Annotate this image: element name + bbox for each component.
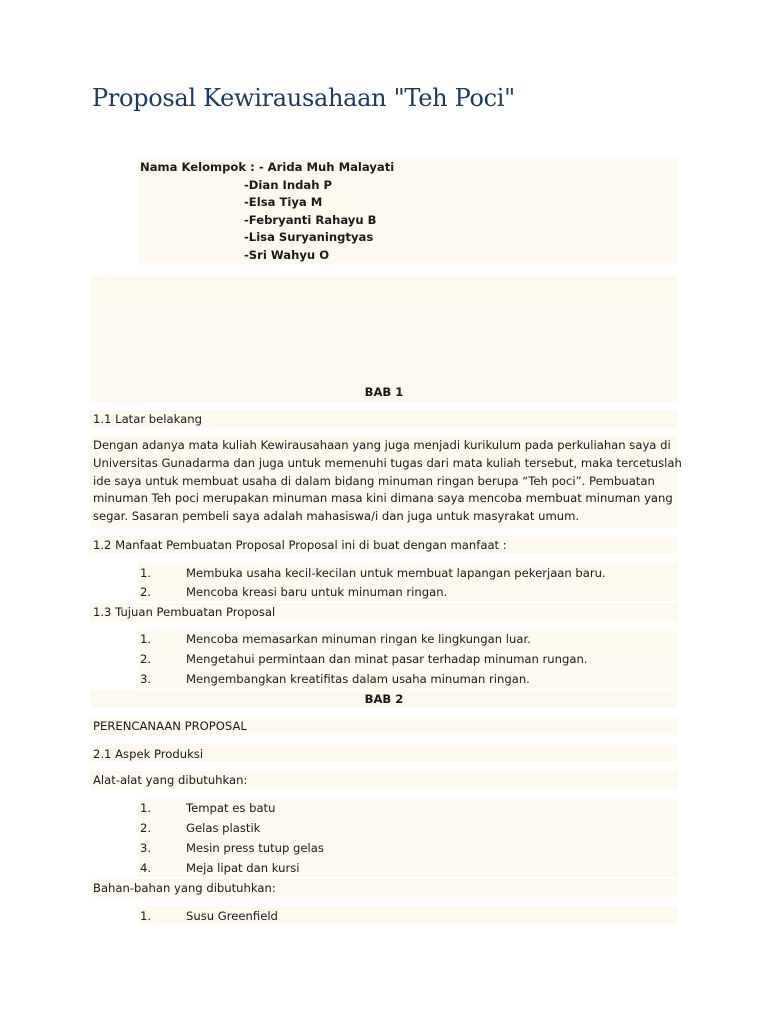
list-number: 2. [140, 585, 152, 599]
section-1-3-heading: 1.3 Tujuan Pembuatan Proposal [93, 605, 276, 619]
list-item: Tempat es batu [186, 801, 276, 815]
paragraph-line: Dengan adanya mata kuliah Kewirausahaan yang juga menjadi kurikulum pada perkuliahan saya di [93, 438, 671, 452]
section-1-1-heading: 1.1 Latar belakang [93, 412, 202, 426]
group-member: -Dian Indah P [244, 178, 333, 192]
group-member: -Elsa Tiya M [244, 195, 323, 209]
group-member: -Febryanti Rahayu B [244, 213, 377, 227]
list-number: 1. [140, 566, 152, 580]
list-number: 4. [140, 861, 152, 875]
list-item: Membuka usaha kecil-kecilan untuk membuat lapangan pekerjaan baru. [186, 566, 606, 580]
paragraph-line: Universitas Gunadarma dan juga untuk memenuhi tugas dari mata kuliah tersebut, maka tercetuslah [93, 455, 682, 470]
bab2-subtitle: PERENCANAAN PROPOSAL [93, 719, 247, 733]
document-title: Proposal Kewirausahaan "Teh Poci" [92, 84, 515, 112]
paragraph-line: minuman Teh poci merupakan minuman masa kini dimana saya mencoba membuat minuman yang [93, 491, 673, 506]
list-item: Mengetahui permintaan dan minat pasar terhadap minuman rungan. [186, 652, 588, 666]
list-number: 1. [140, 801, 152, 815]
section-2-1-heading: 2.1 Aspek Produksi [93, 747, 204, 761]
list-number: 2. [140, 821, 152, 835]
paragraph-line: ide saya untuk membuat usaha di dalam bidang minuman ringan berupa “Teh poci”. Pembuatan [93, 473, 655, 488]
list-item: Susu Greenfield [186, 909, 278, 923]
list-item: Meja lipat dan kursi [186, 861, 300, 875]
list-number: 1. [140, 909, 152, 923]
list-item: Gelas plastik [186, 821, 261, 835]
list-item: Mencoba memasarkan minuman ringan ke lingkungan luar. [186, 632, 531, 646]
list-item: Mesin press tutup gelas [186, 841, 324, 855]
bab2-heading: BAB 2 [364, 692, 404, 706]
background-paragraph [93, 437, 682, 526]
list-item: Mencoba kreasi baru untuk minuman ringan. [186, 585, 448, 599]
list-number: 2. [140, 652, 152, 666]
group-label: Nama Kelompok : - Arida Muh Malayati [140, 160, 395, 174]
tools-label: Alat-alat yang dibutuhkan: [93, 773, 248, 787]
list-number: 1. [140, 632, 152, 646]
list-number: 3. [140, 672, 152, 686]
list-number: 3. [140, 841, 152, 855]
group-member: -Lisa Suryaningtyas [244, 230, 374, 244]
materials-label: Bahan-bahan yang dibutuhkan: [93, 881, 276, 895]
list-item: Mengembangkan kreatifitas dalam usaha minuman ringan. [186, 672, 530, 686]
section-1-2-heading: 1.2 Manfaat Pembuatan Proposal Proposal ini di buat dengan manfaat : [93, 538, 507, 552]
bab1-heading: BAB 1 [364, 385, 404, 399]
paragraph-line: segar. Sasaran pembeli saya adalah mahasiswa/i dan juga untuk masyrakat umum. [93, 509, 580, 524]
group-member: -Sri Wahyu O [244, 248, 330, 262]
